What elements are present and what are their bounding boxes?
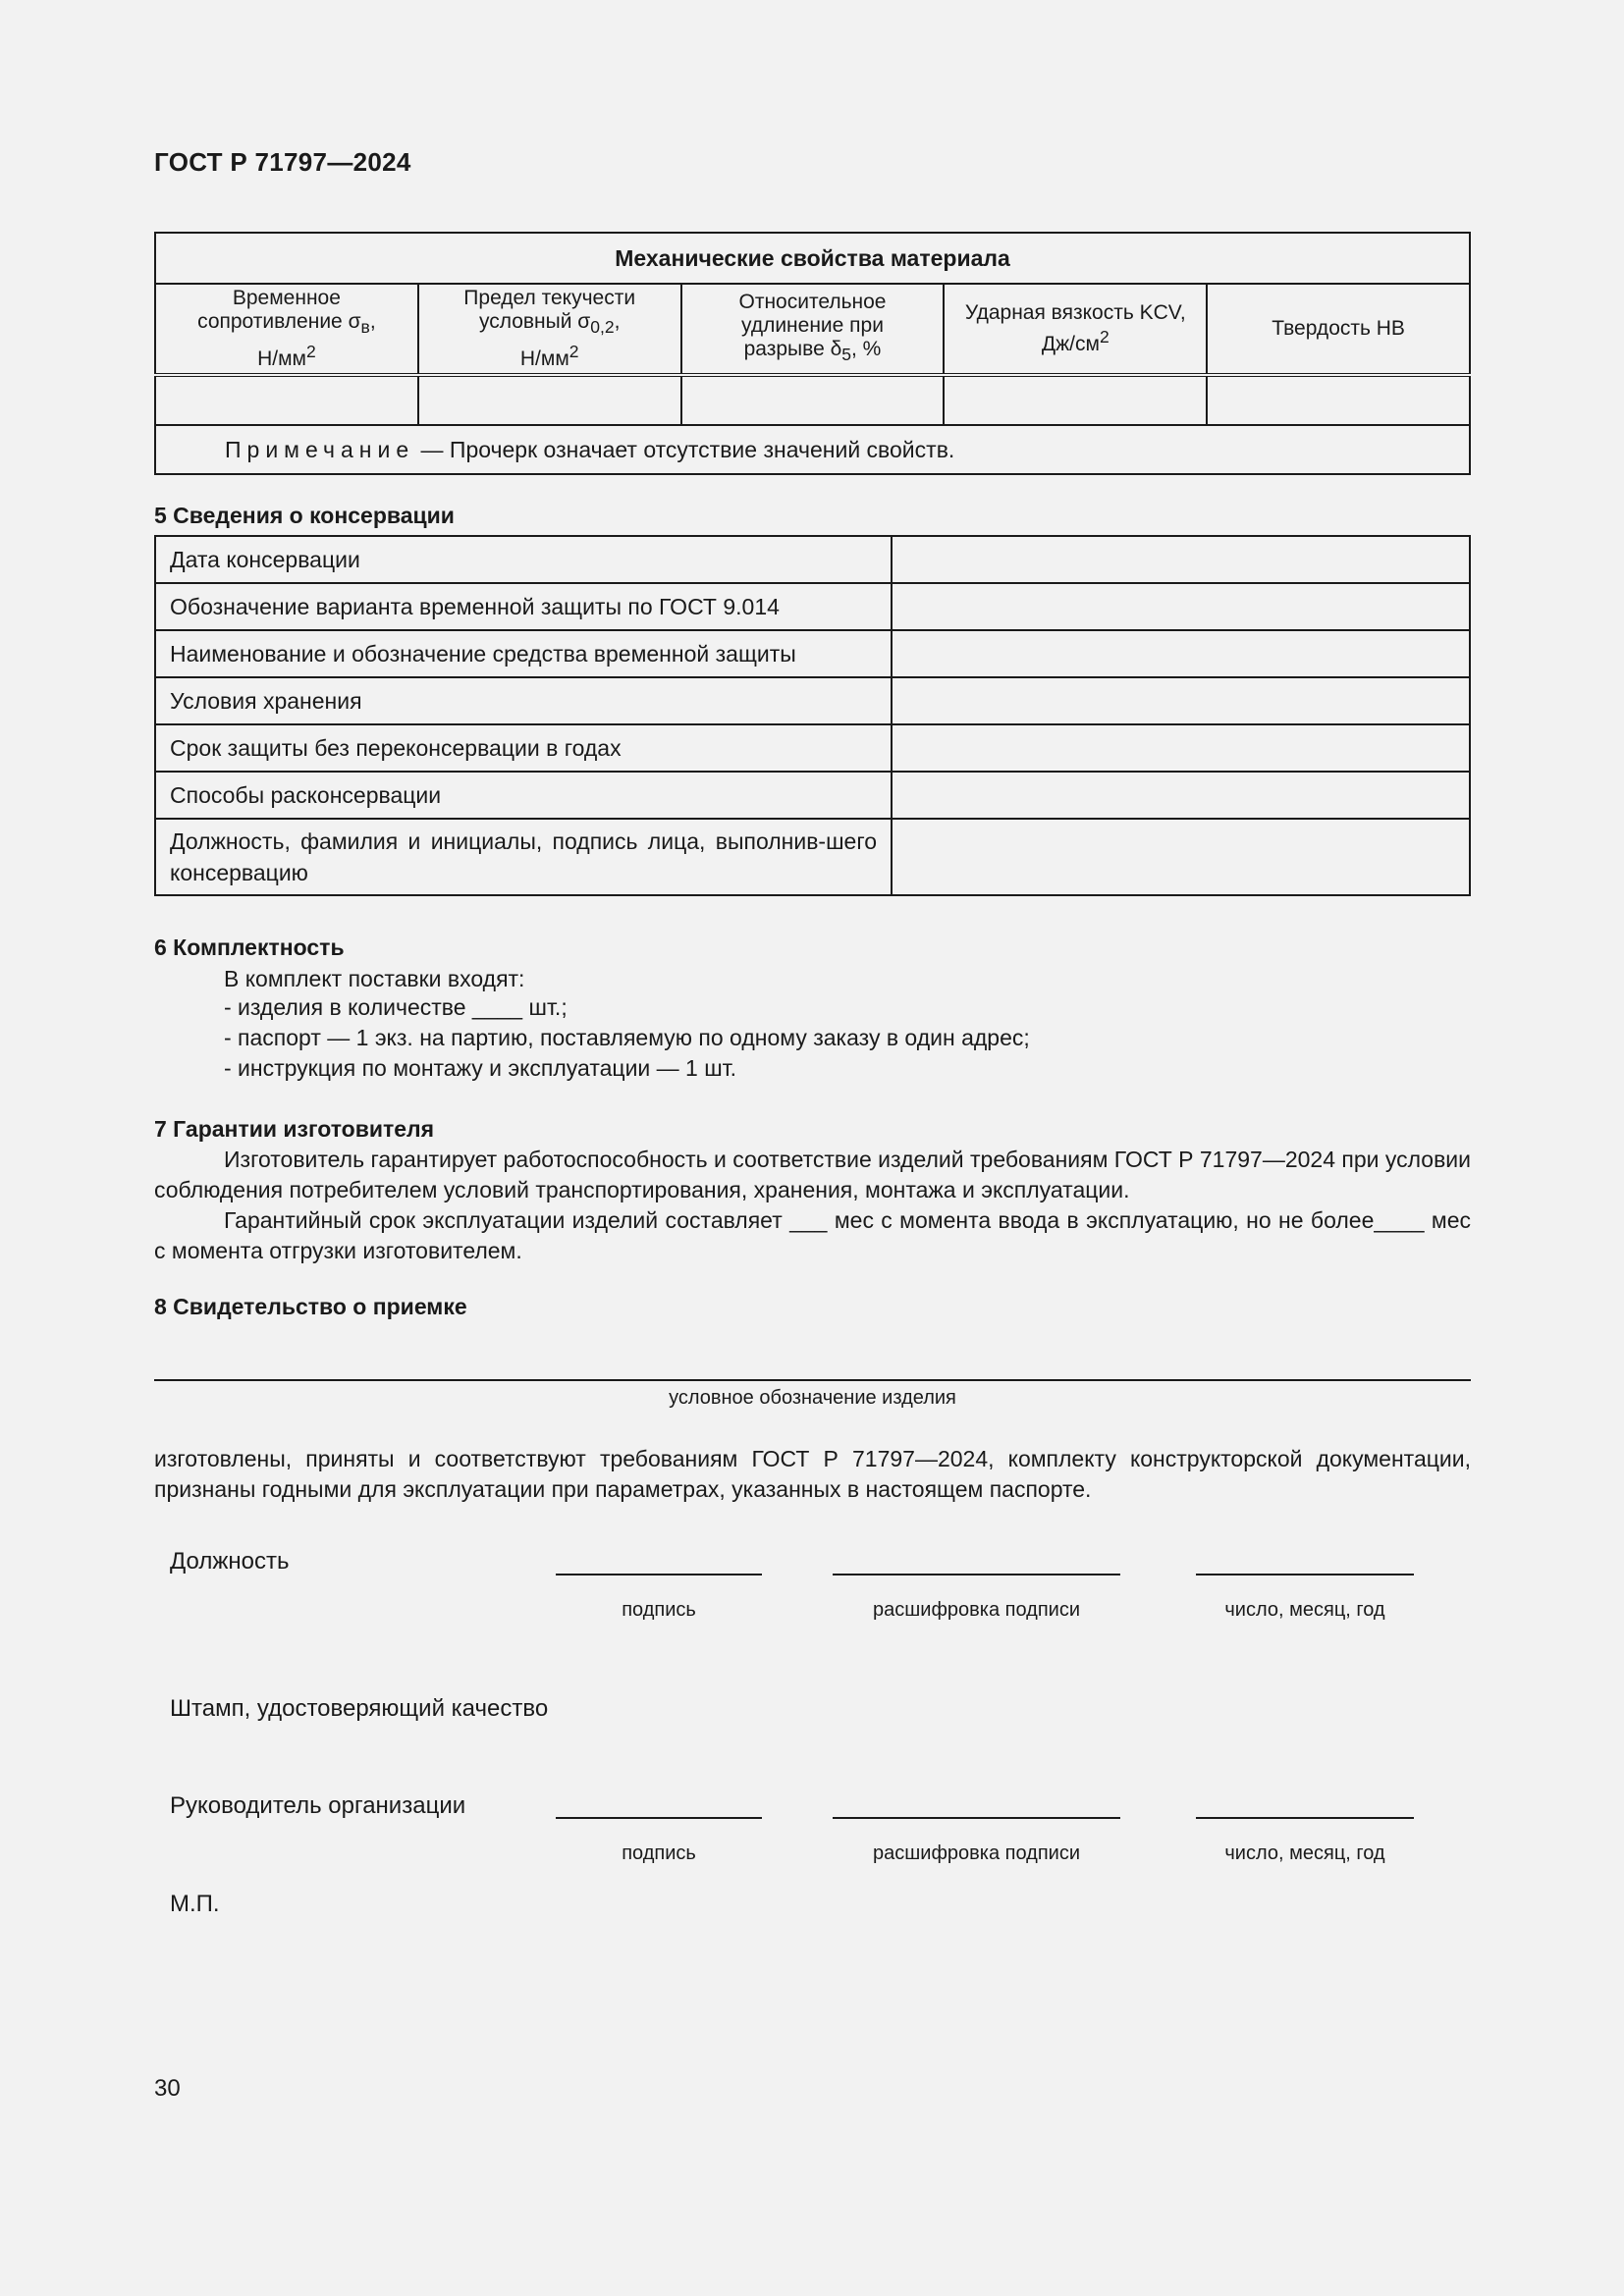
signature-decode-line [833,1574,1120,1575]
list-item: - паспорт — 1 экз. на партию, поставляемую по одному заказу в один адрес; [224,1025,1030,1050]
mech-table-title: Механические свойства материала [155,233,1470,284]
value-cell [892,724,1470,772]
value-cell [892,772,1470,819]
value-cell [892,583,1470,630]
table-row-label: Дата консервации [155,536,892,583]
conservation-table [154,535,1471,896]
position-label: Должность [170,1548,290,1575]
date-caption: число, месяц, год [1224,1599,1385,1621]
section7-paragraph-1: Изготовитель гарантирует работоспособность и соответствие изделий требованиям ГОСТ Р 71797—2024 при условии соблюдения потребителем условий транспортирования, хранения, монтажа и эксплуатации. [154,1147,1471,1202]
col-yield-strength: Предел текучести условный $\sigma_{0,2}$, $Н/мм^2$ [418,284,681,375]
date-line [1196,1817,1414,1819]
value-cell [155,375,418,425]
table-row-label: Наименование и обозначение средства временной защиты [155,630,892,677]
note-label: Примечание [225,436,415,462]
value-cell [892,630,1470,677]
section7-paragraph-2: Гарантийный срок эксплуатации изделий составляет ___ мес с момента ввода в эксплуатацию, но не более____ мес с момента отгрузки изготовителем. [154,1207,1471,1263]
page-number: 30 [154,2075,181,2102]
section6-title: 6 Комплектность [154,934,345,960]
product-designation-caption: условное обозначение изделия [669,1387,956,1409]
section6-intro: В комплект поставки входят: [224,966,525,991]
date-line [1196,1574,1414,1575]
product-designation-line [154,1379,1471,1381]
table-row-label: Должность, фамилия и инициалы, подпись лица, выполнив-шего консервацию [155,819,892,895]
table-row-label: Срок защиты без переконсервации в годах [155,724,892,772]
signature-caption: подпись [622,1842,696,1864]
signature-decode-caption: расшифровка подписи [872,1842,1080,1864]
col-tensile-strength: Временное сопротивление $\sigma_в$, $Н/мм^2$ [155,284,418,375]
col-impact-toughness: Ударная вязкость KCV, $Дж/см^2$ [944,284,1207,375]
value-cell [892,677,1470,724]
table-row-label: Обозначение варианта временной защиты по ГОСТ 9.014 [155,583,892,630]
table-note [155,425,1470,474]
table-row-label: Способы расконсервации [155,772,892,819]
table-row-label: Условия хранения [155,677,892,724]
date-caption: число, месяц, год [1224,1842,1385,1864]
note-text: — Прочерк означает отсутствие значений свойств. [414,436,955,462]
head-of-organization-label: Руководитель организации [170,1792,466,1819]
value-cell [681,375,945,425]
acceptance-text: изготовлены, приняты и соответствуют требованиям ГОСТ Р 71797—2024, комплекту конструкторской документации, признаны годными для эксплуатации при параметрах, указанных в настоящем паспорте. [154,1446,1471,1502]
value-cell [418,375,681,425]
section5-title: 5 Сведения о консервации [154,503,455,528]
signature-decode-caption: расшифровка подписи [872,1599,1080,1621]
value-cell [1207,375,1470,425]
signature-caption: подпись [622,1599,696,1621]
list-item: - инструкция по монтажу и эксплуатации — 1 шт. [224,1055,737,1081]
col-hardness: Твердость НВ [1207,284,1470,375]
list-item: - изделия в количестве ____ шт.; [224,994,568,1020]
section8-title: 8 Свидетельство о приемке [154,1294,467,1319]
section7-title: 7 Гарантии изготовителя [154,1116,435,1142]
signature-line [556,1817,762,1819]
stamp-label: Штамп, удостоверяющий качество [170,1695,549,1722]
value-cell [944,375,1207,425]
col-elongation: Относительное удлинение при разрыве $\delta_5$, % [681,284,945,375]
document-header: ГОСТ Р 71797—2024 [154,147,411,177]
mechanical-properties-table [154,232,1471,475]
signature-decode-line [833,1817,1120,1819]
value-cell [892,536,1470,583]
seal-label: М.П. [170,1891,220,1917]
value-cell [892,819,1470,895]
signature-line [556,1574,762,1575]
